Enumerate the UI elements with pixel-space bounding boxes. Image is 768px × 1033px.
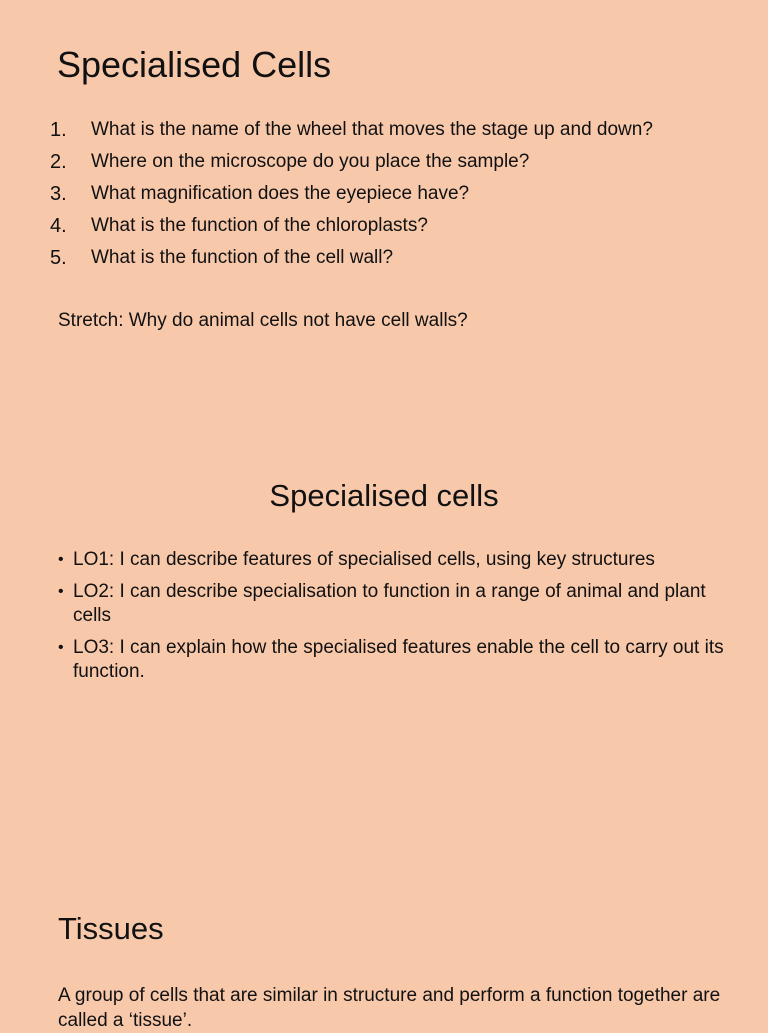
tissue-definition: A group of cells that are similar in structure and perform a function together are called a ‘tissue’. xyxy=(58,985,721,1031)
question-number: 5. xyxy=(50,247,67,269)
question-item xyxy=(50,212,653,244)
learning-objective-item xyxy=(58,580,738,628)
slide1-title: Specialised Cells xyxy=(57,44,332,85)
learning-objectives-list xyxy=(58,548,738,692)
question-number: 1. xyxy=(50,119,67,141)
learning-objective-item xyxy=(58,636,738,684)
question-number: 4. xyxy=(50,215,67,237)
question-item xyxy=(50,244,653,276)
question-item xyxy=(50,180,653,212)
slide3-title: Tissues xyxy=(58,911,164,946)
question-text: What is the function of the cell wall? xyxy=(91,247,394,268)
question-item xyxy=(50,116,653,148)
question-list xyxy=(50,116,653,276)
question-number: 3. xyxy=(50,183,67,205)
learning-objective-text: LO3: I can explain how the specialised features enable the cell to carry out its function. xyxy=(73,637,724,682)
question-text: Where on the microscope do you place the sample? xyxy=(91,151,530,172)
learning-objective-text: LO2: I can describe specialisation to function in a range of animal and plant cells xyxy=(73,581,706,626)
learning-objective-item xyxy=(58,548,738,572)
question-item xyxy=(50,148,653,180)
question-number: 2. xyxy=(50,151,67,173)
bullet-icon: • xyxy=(58,583,64,600)
slide2-title: Specialised cells xyxy=(269,478,499,513)
question-text: What magnification does the eyepiece have? xyxy=(91,183,470,204)
bullet-icon: • xyxy=(58,639,64,656)
question-text: What is the name of the wheel that moves the stage up and down? xyxy=(91,119,653,140)
question-text: What is the function of the chloroplasts? xyxy=(91,215,428,236)
stretch-question: Stretch: Why do animal cells not have cell walls? xyxy=(58,310,468,331)
bullet-icon: • xyxy=(58,551,64,568)
learning-objective-text: LO1: I can describe features of specialised cells, using key structures xyxy=(73,549,655,570)
